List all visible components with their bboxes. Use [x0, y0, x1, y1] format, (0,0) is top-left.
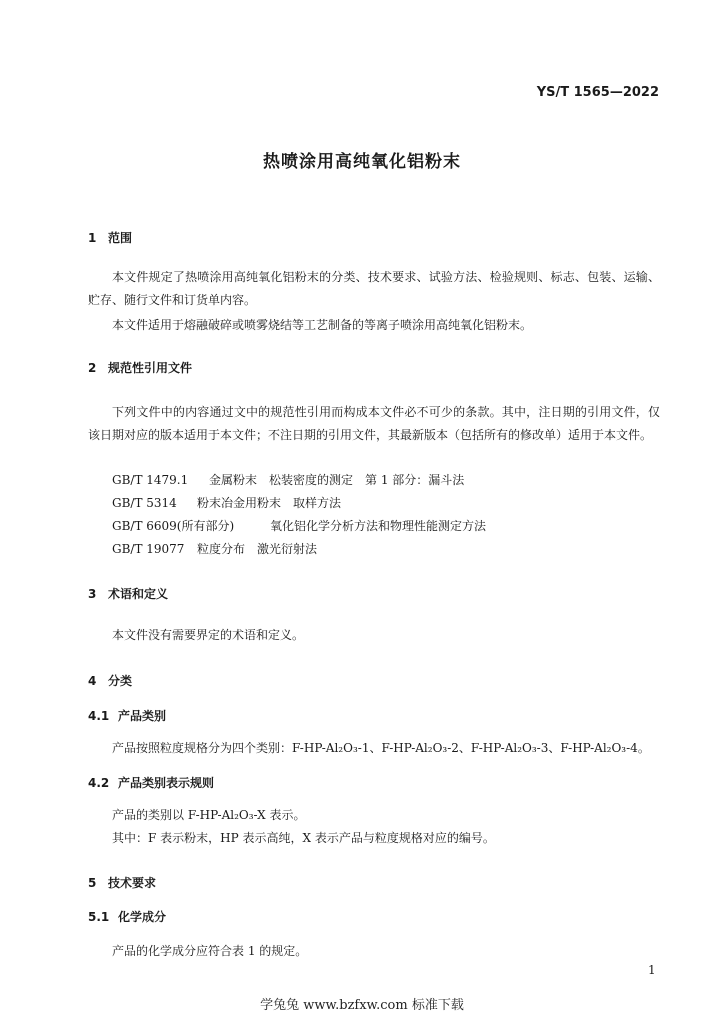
section-3-heading: [88, 585, 168, 602]
page-number: 1: [648, 963, 656, 977]
reference-code: GB/T 1479.1: [112, 473, 189, 487]
document-title: 热喷涂用高纯氧化铝粉末: [263, 152, 461, 172]
section-title: 规范性引用文件: [108, 361, 193, 375]
reference-title: 氧化铝化学分析方法和物理性能测定方法: [270, 519, 487, 533]
section-title: 术语和定义: [108, 587, 169, 601]
section-title: 产品类别: [118, 709, 167, 723]
section-4-1-heading: [88, 707, 166, 724]
section-number: 1: [88, 231, 97, 245]
section-4-2-paragraph-1: 产品的类别以 F-HP-Al₂O₃-X 表示。: [112, 808, 306, 822]
section-number: 5.1: [88, 910, 110, 924]
section-1-heading: [88, 229, 132, 246]
section-number: 5: [88, 876, 97, 890]
section-1-paragraph-2: 本文件适用于熔融破碎或喷雾烧结等工艺制备的等离子喷涂用高纯氧化铝粉末。: [112, 318, 533, 332]
section-4-2-heading: [88, 774, 214, 791]
separator: 、: [369, 741, 382, 755]
section-title: 产品类别表示规则: [118, 776, 215, 790]
category-code: F-HP-Al₂O₃-2: [381, 741, 459, 755]
section-number: 4.1: [88, 709, 110, 723]
watermark: 学兔兔 www.bzfxw.com 标准下载: [260, 998, 464, 1013]
reference-code: GB/T 6609(所有部分): [112, 519, 235, 533]
section-number: 4: [88, 674, 97, 688]
reference-code: GB/T 5314: [112, 496, 177, 510]
category-code: F-HP-Al₂O₃-4: [560, 741, 638, 755]
section-2-heading: [88, 359, 192, 376]
section-1-paragraph-1: 本文件规定了热喷涂用高纯氧化铝粉末的分类、技术要求、试验方法、检验规则、标志、包装、运输、贮存、随行文件和订货单内容。: [88, 270, 660, 307]
section-number: 4.2: [88, 776, 110, 790]
section-title: 分类: [108, 674, 133, 688]
section-title: 化学成分: [118, 910, 167, 924]
separator: 、: [548, 741, 561, 755]
reference-item: [112, 538, 317, 561]
section-5-heading: [88, 874, 156, 891]
section-5-1-paragraph-1: 产品的化学成分应符合表 1 的规定。: [112, 944, 308, 958]
sentence-end: 。: [637, 741, 650, 755]
reference-title: 粒度分布 激光衍射法: [197, 542, 318, 556]
section-title: 技术要求: [108, 876, 157, 890]
reference-item: [112, 515, 486, 538]
section-4-2-paragraph-2: 其中：F 表示粉末，HP 表示高纯，X 表示产品与粒度规格对应的编号。: [112, 831, 495, 845]
section-3-paragraph-1: 本文件没有需要界定的术语和定义。: [112, 628, 305, 642]
reference-item: [112, 492, 341, 515]
section-4-1-paragraph-1: [112, 737, 650, 760]
reference-item: [112, 469, 464, 492]
section-title: 范围: [108, 231, 133, 245]
category-code: F-HP-Al₂O₃-1: [292, 741, 370, 755]
reference-title: 金属粉末 松装密度的测定 第 1 部分：漏斗法: [209, 473, 465, 487]
separator: 、: [458, 741, 471, 755]
section-2-paragraph-1: 下列文件中的内容通过文中的规范性引用而构成本文件必不可少的条款。其中，注日期的引用文件，仅该日期对应的版本适用于本文件；不注日期的引用文件，其最新版本（包括所有的修改单）适用于本文件。: [88, 405, 660, 442]
section-number: 2: [88, 361, 97, 375]
section-5-1-heading: [88, 908, 166, 925]
category-code: F-HP-Al₂O₃-3: [470, 741, 549, 755]
section-4-heading: [88, 672, 132, 689]
reference-code: GB/T 19077: [112, 542, 185, 556]
paragraph-prefix: 产品按照粒度规格分为四个类别：: [112, 741, 293, 755]
reference-title: 粉末冶金用粉末 取样方法: [197, 496, 342, 510]
standard-number: YS/T 1565—2022: [536, 85, 659, 100]
section-number: 3: [88, 587, 97, 601]
